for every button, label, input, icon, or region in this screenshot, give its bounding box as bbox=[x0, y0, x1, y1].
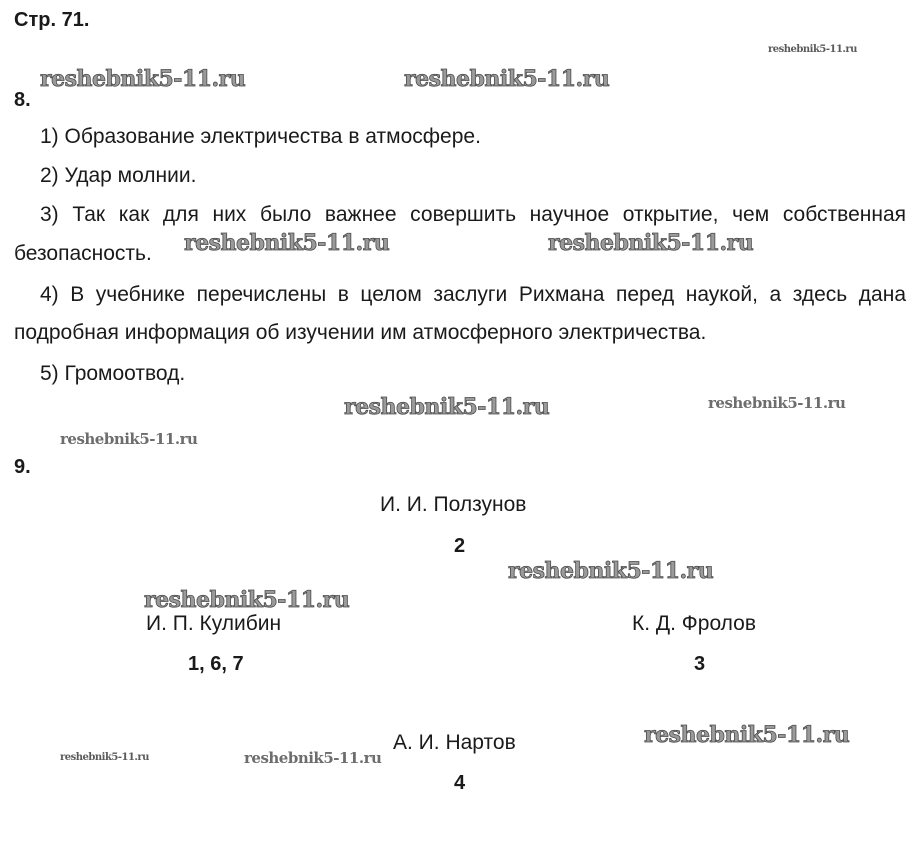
inventor-numbers: 3 bbox=[694, 653, 706, 675]
watermark: reshebnik5-11.ru bbox=[548, 230, 754, 256]
watermark: reshebnik5-11.ru bbox=[344, 394, 550, 420]
inventor-numbers: 2 bbox=[454, 535, 466, 557]
inventor-name: К. Д. Фролов bbox=[632, 612, 756, 635]
task-8-answer-5: 5) Громоотвод. bbox=[40, 362, 186, 385]
page-title: Стр. 71. bbox=[14, 9, 90, 31]
task-8-number: 8. bbox=[14, 89, 31, 111]
inventor-name: И. И. Ползунов bbox=[380, 493, 527, 516]
inventor-numbers: 1, 6, 7 bbox=[188, 653, 244, 675]
watermark: reshebnik5-11.ru bbox=[40, 66, 246, 92]
task-8-answer-2: 2) Удар молнии. bbox=[40, 164, 197, 187]
watermark: reshebnik5-11.ru bbox=[644, 722, 850, 748]
task-9-number: 9. bbox=[14, 456, 31, 478]
inventor-numbers: 4 bbox=[454, 772, 466, 794]
task-8-answer-4-line-1: 4) В учебнике перечислены в целом заслуги Рихмана перед наукой, а здесь дана bbox=[40, 283, 906, 306]
watermark: reshebnik5-11.ru bbox=[508, 558, 714, 584]
watermark: reshebnik5-11.ru bbox=[184, 230, 390, 256]
watermark: reshebnik5-11.ru bbox=[244, 749, 382, 767]
watermark: reshebnik5-11.ru bbox=[60, 430, 198, 448]
watermark: reshebnik5-11.ru bbox=[708, 394, 846, 412]
watermark: reshebnik5-11.ru bbox=[768, 44, 857, 55]
inventor-name: А. И. Нартов bbox=[393, 731, 516, 754]
watermark: reshebnik5-11.ru bbox=[60, 752, 149, 763]
task-8-answer-3-line-1: 3) Так как для них было важнее совершить научное открытие, чем собственная bbox=[40, 203, 906, 226]
task-8-answer-1: 1) Образование электричества в атмосфере. bbox=[40, 125, 481, 148]
task-8-answer-4-line-2: подробная информация об изучении им атмосферного электричества. bbox=[14, 321, 707, 344]
watermark: reshebnik5-11.ru bbox=[404, 66, 610, 92]
watermark: reshebnik5-11.ru bbox=[144, 587, 350, 613]
task-8-answer-3-line-2: безопасность. bbox=[14, 242, 152, 265]
inventor-name: И. П. Кулибин bbox=[146, 612, 282, 635]
